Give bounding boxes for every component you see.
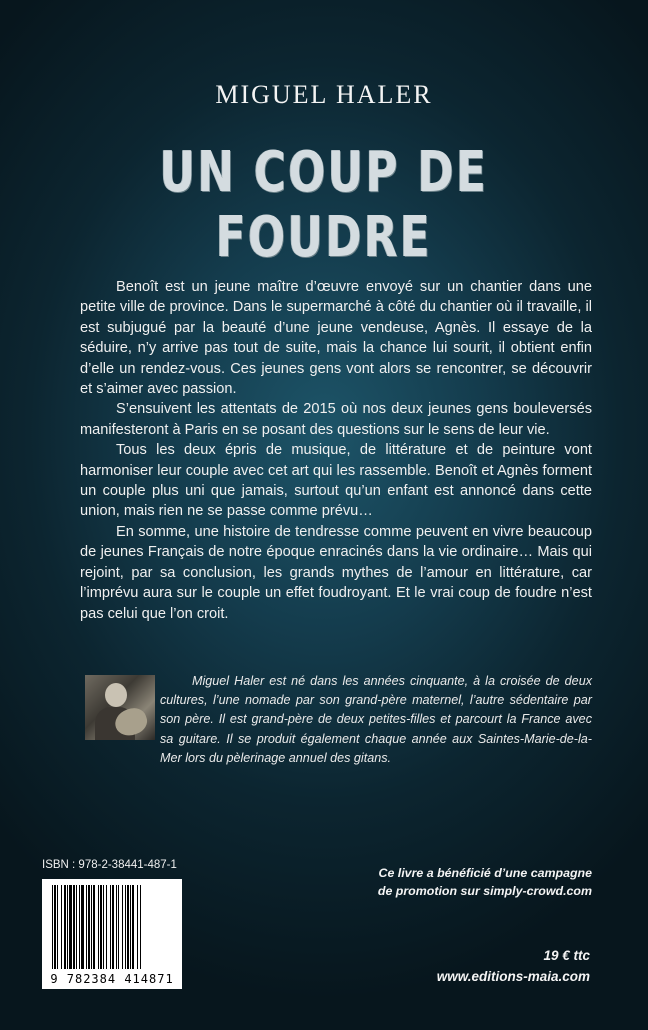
barcode-bar <box>103 885 104 969</box>
barcode-bar <box>132 885 134 969</box>
author-bio-text: Miguel Haler est né dans les années cinquante, à la croisée de deux cultures, l’une nomade par son grand-père maternel, l’autre sédentaire par son père. Il est grand-père de deux petites-filles et parcourt la France avec sa guitare. Il se produit également chaque année aux Saintes-Marie-de-la-Mer lors du pèlerinage annuel des gitans. <box>160 674 592 765</box>
promo-line-2: de promotion sur simply-crowd.com <box>377 884 592 898</box>
barcode-digits: 9 782384 414871 <box>50 972 174 986</box>
publisher-website: www.editions-maia.com <box>436 969 590 984</box>
barcode-bar <box>112 885 114 969</box>
barcode-bar <box>127 885 129 969</box>
barcode-bar <box>130 885 131 969</box>
barcode-bar <box>57 885 58 969</box>
barcode <box>42 879 182 989</box>
book-title: UN COUP DE FOUDRE <box>159 140 489 270</box>
barcode-bar <box>54 885 56 969</box>
promo-line-1: Ce livre a bénéficié d’une campagne <box>378 866 592 880</box>
blurb-paragraph-1: Benoît est un jeune maître d’œuvre envoyé sur un chantier dans une petite ville de province. Dans le supermarché à côté du chantier où il travaille, il est subjugué par la beauté d’une jeune vendeuse, Agnès. Il essaye de la séduire, n’y arrive pas tout de suite, mais la chance lui sourit, il obtient enfin d’elle un rendez-vous. Ces jeunes gens vont alors se rencontrer, se découvrir et s’aimer avec passion. <box>80 279 592 398</box>
barcode-bars <box>42 879 182 971</box>
barcode-bar <box>125 885 126 969</box>
barcode-bar <box>79 885 80 969</box>
barcode-bar <box>91 885 92 969</box>
barcode-bar <box>93 885 95 969</box>
author-name: MIGUEL HALER <box>215 80 433 109</box>
barcode-bar <box>88 885 90 969</box>
barcode-bar <box>106 885 107 969</box>
barcode-bar <box>69 885 72 969</box>
blurb-paragraph-2: S’ensuivent les attentats de 2015 où nos deux jeunes gens bouleversés manifesteront à Paris en se posant des questions sur le sens de leur vie. <box>80 401 592 438</box>
blurb-paragraph-4: En somme, une histoire de tendresse comme peuvent en vivre beaucoup de jeunes Français de notre époque enracinés dans la vie ordinaire… Mais qui rejoint, par sa conclusion, les grands mythes de l’amour en littérature, car l’imprévu aura sur le couple un effet foudroyant. Et le vrai coup de foudre n’est pas celui que l’on croit. <box>80 523 592 622</box>
author-bio <box>160 672 592 768</box>
blurb <box>80 277 592 624</box>
barcode-bar <box>52 885 53 969</box>
barcode-bar <box>86 885 87 969</box>
barcode-bar <box>67 885 68 969</box>
barcode-bar <box>64 885 66 969</box>
promo-note <box>332 864 592 900</box>
barcode-bar <box>61 885 62 969</box>
barcode-bar <box>118 885 119 969</box>
price: 19 € ttc <box>543 948 590 963</box>
barcode-bar <box>81 885 84 969</box>
barcode-bar <box>100 885 102 969</box>
barcode-bar <box>110 885 111 969</box>
author-photo-head <box>105 683 127 707</box>
barcode-bar <box>98 885 99 969</box>
barcode-bar <box>76 885 77 969</box>
isbn-label: ISBN : 978-2-38441-487-1 <box>42 859 177 871</box>
barcode-bar <box>73 885 75 969</box>
barcode-bar <box>122 885 123 969</box>
blurb-paragraph-3: Tous les deux épris de musique, de littérature et de peinture vont harmoniser leur couple avec cet art qui les rassemble. Benoît et Agnès forment un couple plus uni que jamais, surtout qu’un enfant est annoncé dans cette union, mais rien ne se passe comme prévu… <box>80 442 592 520</box>
barcode-bar <box>140 885 141 969</box>
barcode-bar <box>137 885 138 969</box>
author-photo <box>85 675 155 740</box>
barcode-bar <box>116 885 117 969</box>
